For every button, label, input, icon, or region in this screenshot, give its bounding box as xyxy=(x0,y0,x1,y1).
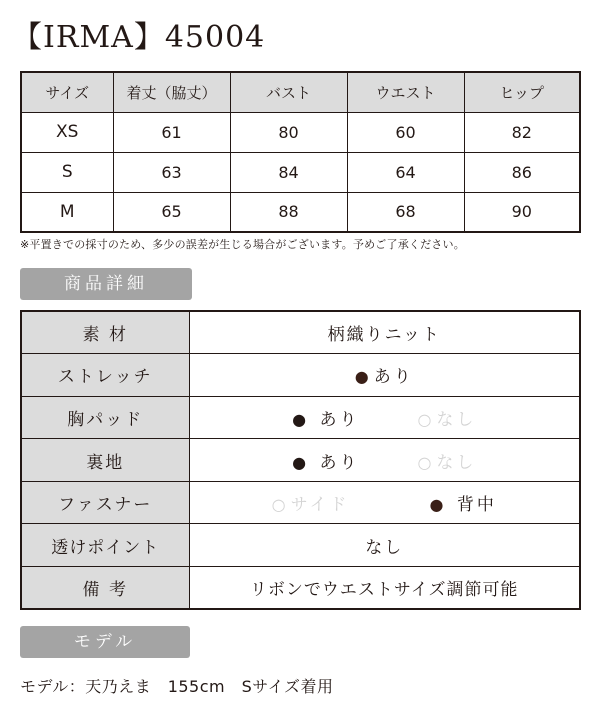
fastener-value-cell xyxy=(189,481,580,524)
details-table xyxy=(20,310,581,610)
pads-yes-label: あり xyxy=(319,409,360,430)
filled-dot-icon: ● xyxy=(354,367,372,387)
lining-label: 裏地 xyxy=(21,439,189,482)
sheer-value: なし xyxy=(189,524,580,567)
header-waist: ウエスト xyxy=(347,72,464,112)
bust-value: 84 xyxy=(230,152,347,192)
bust-value: 88 xyxy=(230,192,347,232)
detail-row-pads xyxy=(21,396,580,439)
detail-row-remarks xyxy=(21,567,580,610)
measurement-note: ※平置きでの採寸のため、多少の誤差が生じる場合がございます。予めご了承ください。 xyxy=(20,238,465,251)
stretch-value-cell xyxy=(189,354,580,397)
detail-row-stretch xyxy=(21,354,580,397)
header-bust: バスト xyxy=(230,72,347,112)
size-label: XS xyxy=(21,112,113,152)
lining-no-label: なし xyxy=(436,452,477,473)
lining-option-no xyxy=(417,448,476,473)
waist-value: 64 xyxy=(347,152,464,192)
stretch-option-yes xyxy=(355,362,414,387)
lining-yes-label: あり xyxy=(319,452,360,473)
lining-value-cell xyxy=(189,439,580,482)
header-length: 着丈（脇丈） xyxy=(113,72,230,112)
filled-dot-icon: ● xyxy=(292,409,310,429)
stretch-yes-label: あり xyxy=(373,367,414,388)
pads-option-no xyxy=(417,405,476,430)
remarks-value: リボンでウエストサイズ調節可能 xyxy=(189,567,580,610)
material-value: 柄織りニット xyxy=(189,311,580,354)
hip-value: 90 xyxy=(464,192,580,232)
size-label: S xyxy=(21,152,113,192)
detail-row-sheer xyxy=(21,524,580,567)
product-title: 【IRMA】45004 xyxy=(12,20,266,55)
detail-row-material xyxy=(21,311,580,354)
fastener-option-side xyxy=(272,490,350,515)
waist-value: 60 xyxy=(347,112,464,152)
detail-row-lining xyxy=(21,439,580,482)
material-label: 素 材 xyxy=(21,311,189,354)
bust-value: 80 xyxy=(230,112,347,152)
length-value: 63 xyxy=(113,152,230,192)
size-table xyxy=(20,71,581,233)
pads-option-yes xyxy=(292,405,359,430)
size-label: M xyxy=(21,192,113,232)
lining-option-yes xyxy=(292,448,359,473)
stretch-label: ストレッチ xyxy=(21,354,189,397)
empty-circle-icon: ○ xyxy=(417,452,435,472)
pads-value-cell xyxy=(189,396,580,439)
details-heading: 商品詳細 xyxy=(20,268,192,300)
model-info: モデル：天乃えま 155cm Sサイズ着用 xyxy=(20,677,334,696)
detail-row-fastener xyxy=(21,481,580,524)
fastener-label: ファスナー xyxy=(21,481,189,524)
sheer-label: 透けポイント xyxy=(21,524,189,567)
length-value: 65 xyxy=(113,192,230,232)
hip-value: 86 xyxy=(464,152,580,192)
hip-value: 82 xyxy=(464,112,580,152)
fastener-option-back xyxy=(429,490,496,515)
fastener-side-label: サイド xyxy=(290,495,350,516)
filled-dot-icon: ● xyxy=(429,495,447,515)
waist-value: 68 xyxy=(347,192,464,232)
pads-label: 胸パッド xyxy=(21,396,189,439)
table-row xyxy=(21,112,580,152)
length-value: 61 xyxy=(113,112,230,152)
filled-dot-icon: ● xyxy=(292,452,310,472)
header-hip: ヒップ xyxy=(464,72,580,112)
table-row xyxy=(21,152,580,192)
remarks-label: 備 考 xyxy=(21,567,189,610)
header-size: サイズ xyxy=(21,72,113,112)
pads-no-label: なし xyxy=(436,409,477,430)
empty-circle-icon: ○ xyxy=(417,409,435,429)
fastener-back-label: 背中 xyxy=(456,495,497,516)
size-table-header-row xyxy=(21,72,580,112)
table-row xyxy=(21,192,580,232)
model-heading: モデル xyxy=(20,626,190,658)
empty-circle-icon: ○ xyxy=(271,495,289,515)
